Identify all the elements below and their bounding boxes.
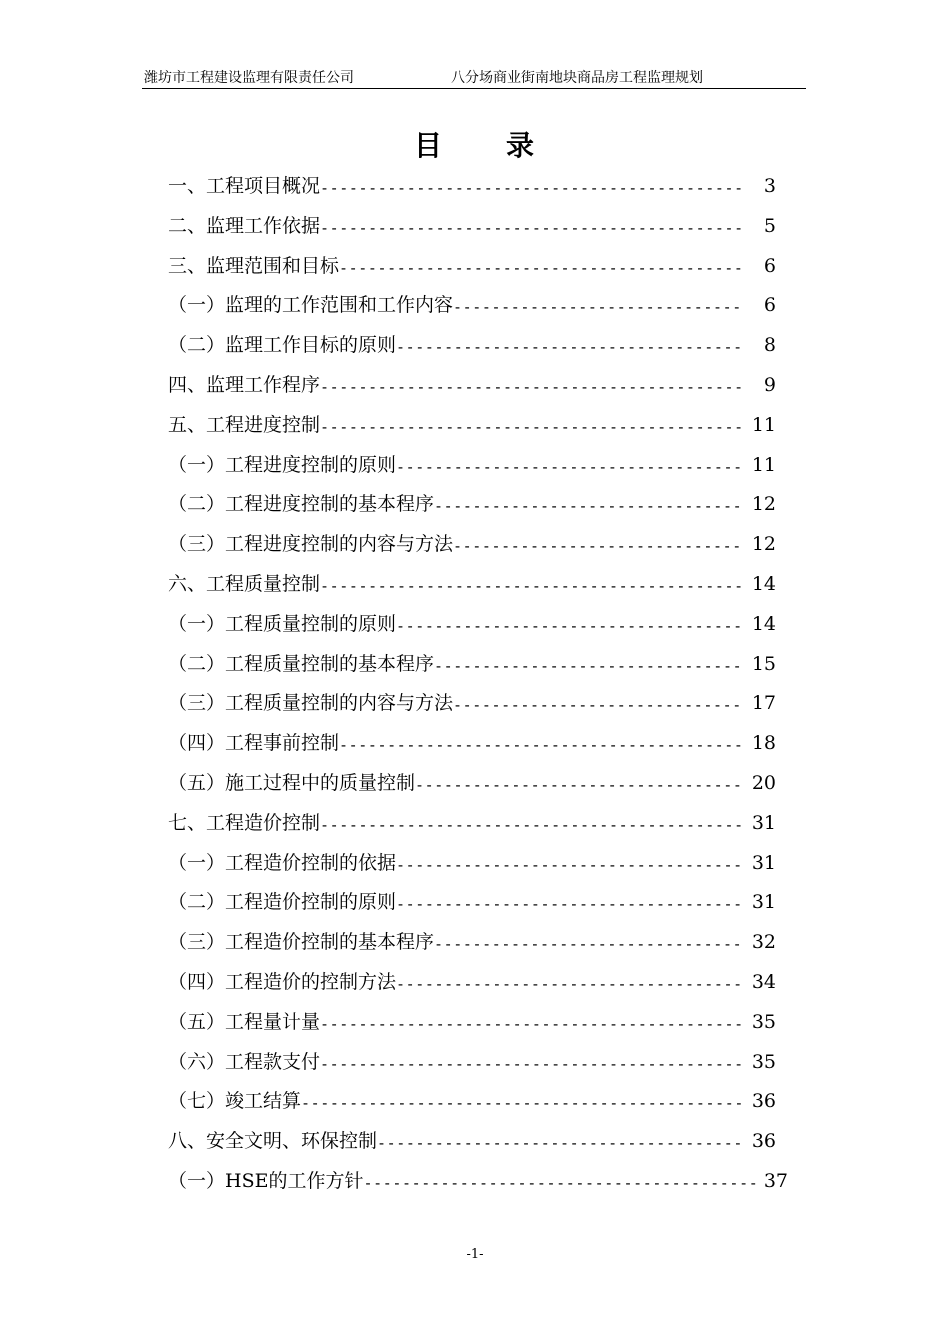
toc-entry-leader xyxy=(320,1050,744,1078)
toc-entry-page: 8 xyxy=(763,334,776,357)
toc-title xyxy=(0,124,950,164)
toc-entry[interactable] xyxy=(168,1127,788,1167)
toc-entry-page: 6 xyxy=(763,254,776,277)
toc-entry-leader xyxy=(453,691,744,719)
toc-entry-label: （五）施工过程中的质量控制 xyxy=(168,771,416,794)
toc-entry-leader xyxy=(396,333,744,361)
toc-entry-label: 五、工程进度控制 xyxy=(168,413,321,436)
toc-entry-label: （二）工程造价控制的原则 xyxy=(168,891,397,914)
toc-entry-page: 35 xyxy=(751,1010,776,1033)
toc-entry-label: （二）监理工作目标的原则 xyxy=(168,334,397,357)
toc-entry[interactable] xyxy=(168,411,788,451)
toc-entry[interactable] xyxy=(168,888,788,928)
toc-entry[interactable] xyxy=(168,371,788,411)
toc-entry-label: （四）工程造价的控制方法 xyxy=(168,970,397,993)
toc-entry-page: 5 xyxy=(763,214,776,237)
toc-entry[interactable] xyxy=(168,530,788,570)
toc-entry-page: 36 xyxy=(751,1130,776,1153)
toc-entry-page: 20 xyxy=(751,771,776,794)
toc-entry-leader xyxy=(434,492,744,520)
toc-entry-leader xyxy=(363,1169,756,1197)
toc-entry-leader xyxy=(320,1010,744,1038)
toc-entry-leader xyxy=(434,652,744,680)
toc-entry[interactable] xyxy=(168,650,788,690)
toc-entry-leader xyxy=(396,453,744,481)
toc-entry-page: 14 xyxy=(751,612,776,635)
toc-entry[interactable] xyxy=(168,769,788,809)
toc-entry-page: 18 xyxy=(751,732,776,755)
toc-entry-leader xyxy=(396,851,744,879)
header-company: 潍坊市工程建设监理有限责任公司 xyxy=(144,70,354,86)
toc-entry-page: 31 xyxy=(751,811,776,834)
toc-entry-leader xyxy=(396,890,744,918)
toc-entry[interactable] xyxy=(168,1167,788,1207)
toc-entry[interactable] xyxy=(168,849,788,889)
toc-title-char-1: 目 xyxy=(413,129,444,162)
toc-entry-leader xyxy=(320,811,744,839)
toc-entry[interactable] xyxy=(168,331,788,371)
toc-entry-label: 二、监理工作依据 xyxy=(168,214,321,237)
toc-entry-leader xyxy=(320,174,744,202)
toc-entry-leader xyxy=(453,532,744,560)
toc-entry-leader xyxy=(320,373,744,401)
toc-entry-leader xyxy=(339,731,744,759)
toc-entry-page: 6 xyxy=(763,294,776,317)
toc-entry-page: 12 xyxy=(751,533,776,556)
toc-entry-label: 三、监理范围和目标 xyxy=(168,254,340,277)
toc-entry-label: （一）工程进度控制的原则 xyxy=(168,453,397,476)
toc-entry-page: 14 xyxy=(751,572,776,595)
toc-entry-page: 15 xyxy=(751,652,776,675)
toc-entry-page: 11 xyxy=(751,453,776,476)
toc-entry-leader xyxy=(320,214,744,242)
toc-entry[interactable] xyxy=(168,570,788,610)
toc-entry-label: 六、工程质量控制 xyxy=(168,572,321,595)
toc-entry-page: 35 xyxy=(751,1050,776,1073)
toc-entry-leader xyxy=(396,612,744,640)
table-of-contents xyxy=(168,172,788,1207)
toc-entry-page: 12 xyxy=(751,493,776,516)
toc-entry-page: 32 xyxy=(751,931,776,954)
toc-entry[interactable] xyxy=(168,1008,788,1048)
toc-entry-leader xyxy=(377,1129,744,1157)
toc-entry-label: （三）工程质量控制的内容与方法 xyxy=(168,692,454,715)
toc-entry-label: （二）工程进度控制的基本程序 xyxy=(168,493,435,516)
toc-entry-leader xyxy=(453,293,744,321)
toc-entry[interactable] xyxy=(168,291,788,331)
toc-entry-page: 31 xyxy=(751,851,776,874)
toc-entry[interactable] xyxy=(168,968,788,1008)
toc-entry-page: 31 xyxy=(751,891,776,914)
toc-entry[interactable] xyxy=(168,451,788,491)
toc-entry-label: （三）工程造价控制的基本程序 xyxy=(168,931,435,954)
page-number: -1- xyxy=(466,1247,484,1262)
toc-entry-label: （四）工程事前控制 xyxy=(168,732,340,755)
toc-entry-label: （一）监理的工作范围和工作内容 xyxy=(168,294,454,317)
toc-entry-label: （一）工程造价控制的依据 xyxy=(168,851,397,874)
toc-entry-label: （一）HSE的工作方针 xyxy=(168,1169,364,1192)
toc-entry-label: （三）工程进度控制的内容与方法 xyxy=(168,533,454,556)
toc-entry-label: 四、监理工作程序 xyxy=(168,373,321,396)
toc-entry[interactable] xyxy=(168,610,788,650)
toc-entry-page: 9 xyxy=(763,373,776,396)
toc-entry-label: （七）竣工结算 xyxy=(168,1090,302,1113)
toc-entry-leader xyxy=(320,413,744,441)
toc-entry-leader xyxy=(320,572,744,600)
toc-entry-leader xyxy=(434,930,744,958)
toc-entry-label: 八、安全文明、环保控制 xyxy=(168,1130,378,1153)
toc-entry[interactable] xyxy=(168,252,788,292)
toc-entry-page: 3 xyxy=(763,175,776,197)
toc-entry[interactable] xyxy=(168,729,788,769)
toc-entry-label: （二）工程质量控制的基本程序 xyxy=(168,652,435,675)
toc-entry-label: （六）工程款支付 xyxy=(168,1050,321,1073)
toc-entry[interactable] xyxy=(168,172,788,212)
toc-entry[interactable] xyxy=(168,490,788,530)
header-project: 八分场商业街南地块商品房工程监理规划 xyxy=(451,70,703,86)
toc-entry-label: （五）工程量计量 xyxy=(168,1010,321,1033)
toc-entry[interactable] xyxy=(168,809,788,849)
toc-entry-page: 34 xyxy=(751,970,776,993)
toc-entry-leader xyxy=(301,1089,744,1117)
toc-entry[interactable] xyxy=(168,1048,788,1088)
toc-entry-page: 37 xyxy=(763,1169,788,1192)
toc-entry[interactable] xyxy=(168,1087,788,1127)
toc-entry-page: 17 xyxy=(751,692,776,715)
toc-entry[interactable] xyxy=(168,689,788,729)
toc-entry-label: 一、工程项目概况 xyxy=(168,175,321,197)
toc-entry[interactable] xyxy=(168,212,788,252)
toc-entry[interactable] xyxy=(168,928,788,968)
page-header xyxy=(142,66,806,89)
toc-entry-label: 七、工程造价控制 xyxy=(168,811,321,834)
toc-entry-label: （一）工程质量控制的原则 xyxy=(168,612,397,635)
toc-entry-leader xyxy=(415,771,744,799)
toc-entry-page: 11 xyxy=(751,413,776,436)
toc-title-char-2: 录 xyxy=(506,129,537,162)
toc-entry-page: 36 xyxy=(751,1090,776,1113)
toc-entry-leader xyxy=(396,970,744,998)
toc-entry-leader xyxy=(339,254,744,282)
